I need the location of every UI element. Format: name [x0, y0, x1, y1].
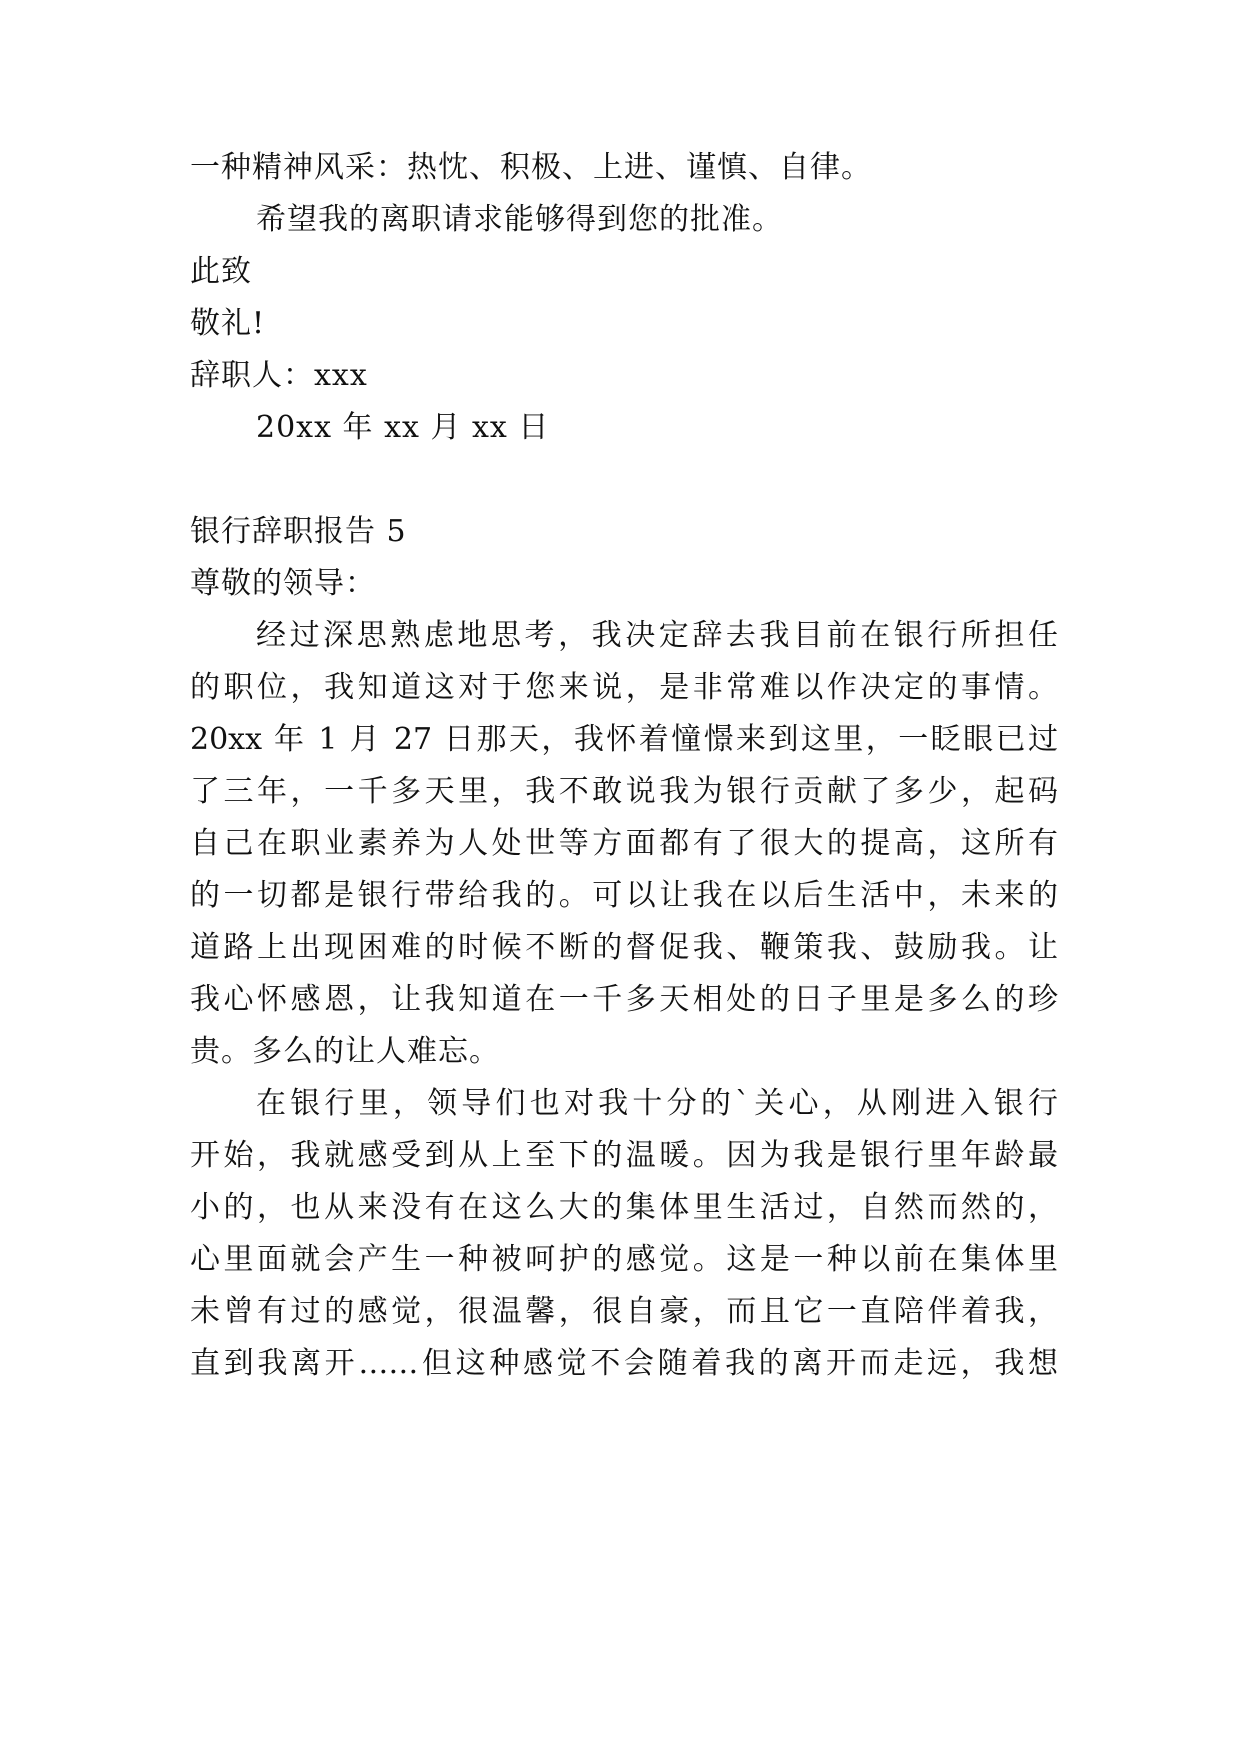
paragraph-line: 自己在职业素养为人处世等方面都有了很大的提高，这所有	[190, 826, 1058, 861]
paragraph-line: 开始，我就感受到从上至下的温暖。因为我是银行里年龄最	[190, 1138, 1058, 1173]
section-title: 银行辞职报告 5	[190, 514, 407, 549]
paragraph-line: 的一切都是银行带给我的。可以让我在以后生活中，未来的	[190, 878, 1058, 913]
paragraph-line: 心里面就会产生一种被呵护的感觉。这是一种以前在集体里	[190, 1242, 1058, 1277]
closing-line: 敬礼!	[190, 306, 266, 341]
date-line: 20xx 年 xx 月 xx 日	[256, 410, 550, 445]
paragraph-line: 20xx 年 1 月 27 日那天，我怀着憧憬来到这里，一眨眼已过	[190, 722, 1058, 757]
paragraph-line: 经过深思熟虑地思考，我决定辞去我目前在银行所担任	[256, 618, 1058, 653]
signature-line: 辞职人：xxx	[190, 358, 368, 393]
paragraph-line: 在银行里，领导们也对我十分的`关心，从刚进入银行	[256, 1086, 1058, 1121]
paragraph-line: 道路上出现困难的时候不断的督促我、鞭策我、鼓励我。让	[190, 930, 1058, 965]
text-line: 希望我的离职请求能够得到您的批准。	[256, 202, 783, 237]
paragraph-line: 直到我离开……但这种感觉不会随着我的离开而走远，我想	[190, 1346, 1058, 1381]
paragraph-line: 未曾有过的感觉，很温馨，很自豪，而且它一直陪伴着我，	[190, 1294, 1058, 1329]
text-line: 一种精神风采：热忱、积极、上进、谨慎、自律。	[190, 150, 872, 185]
paragraph-line: 的职位，我知道这对于您来说，是非常难以作决定的事情。	[190, 670, 1058, 705]
salutation: 尊敬的领导：	[190, 566, 376, 601]
paragraph-line: 贵。多么的让人难忘。	[190, 1034, 500, 1069]
paragraph-line: 了三年，一千多天里，我不敢说我为银行贡献了多少，起码	[190, 774, 1058, 809]
paragraph-line: 小的，也从来没有在这么大的集体里生活过，自然而然的，	[190, 1190, 1058, 1225]
closing-line: 此致	[190, 254, 252, 289]
paragraph-line: 我心怀感恩，让我知道在一千多天相处的日子里是多么的珍	[190, 982, 1058, 1017]
